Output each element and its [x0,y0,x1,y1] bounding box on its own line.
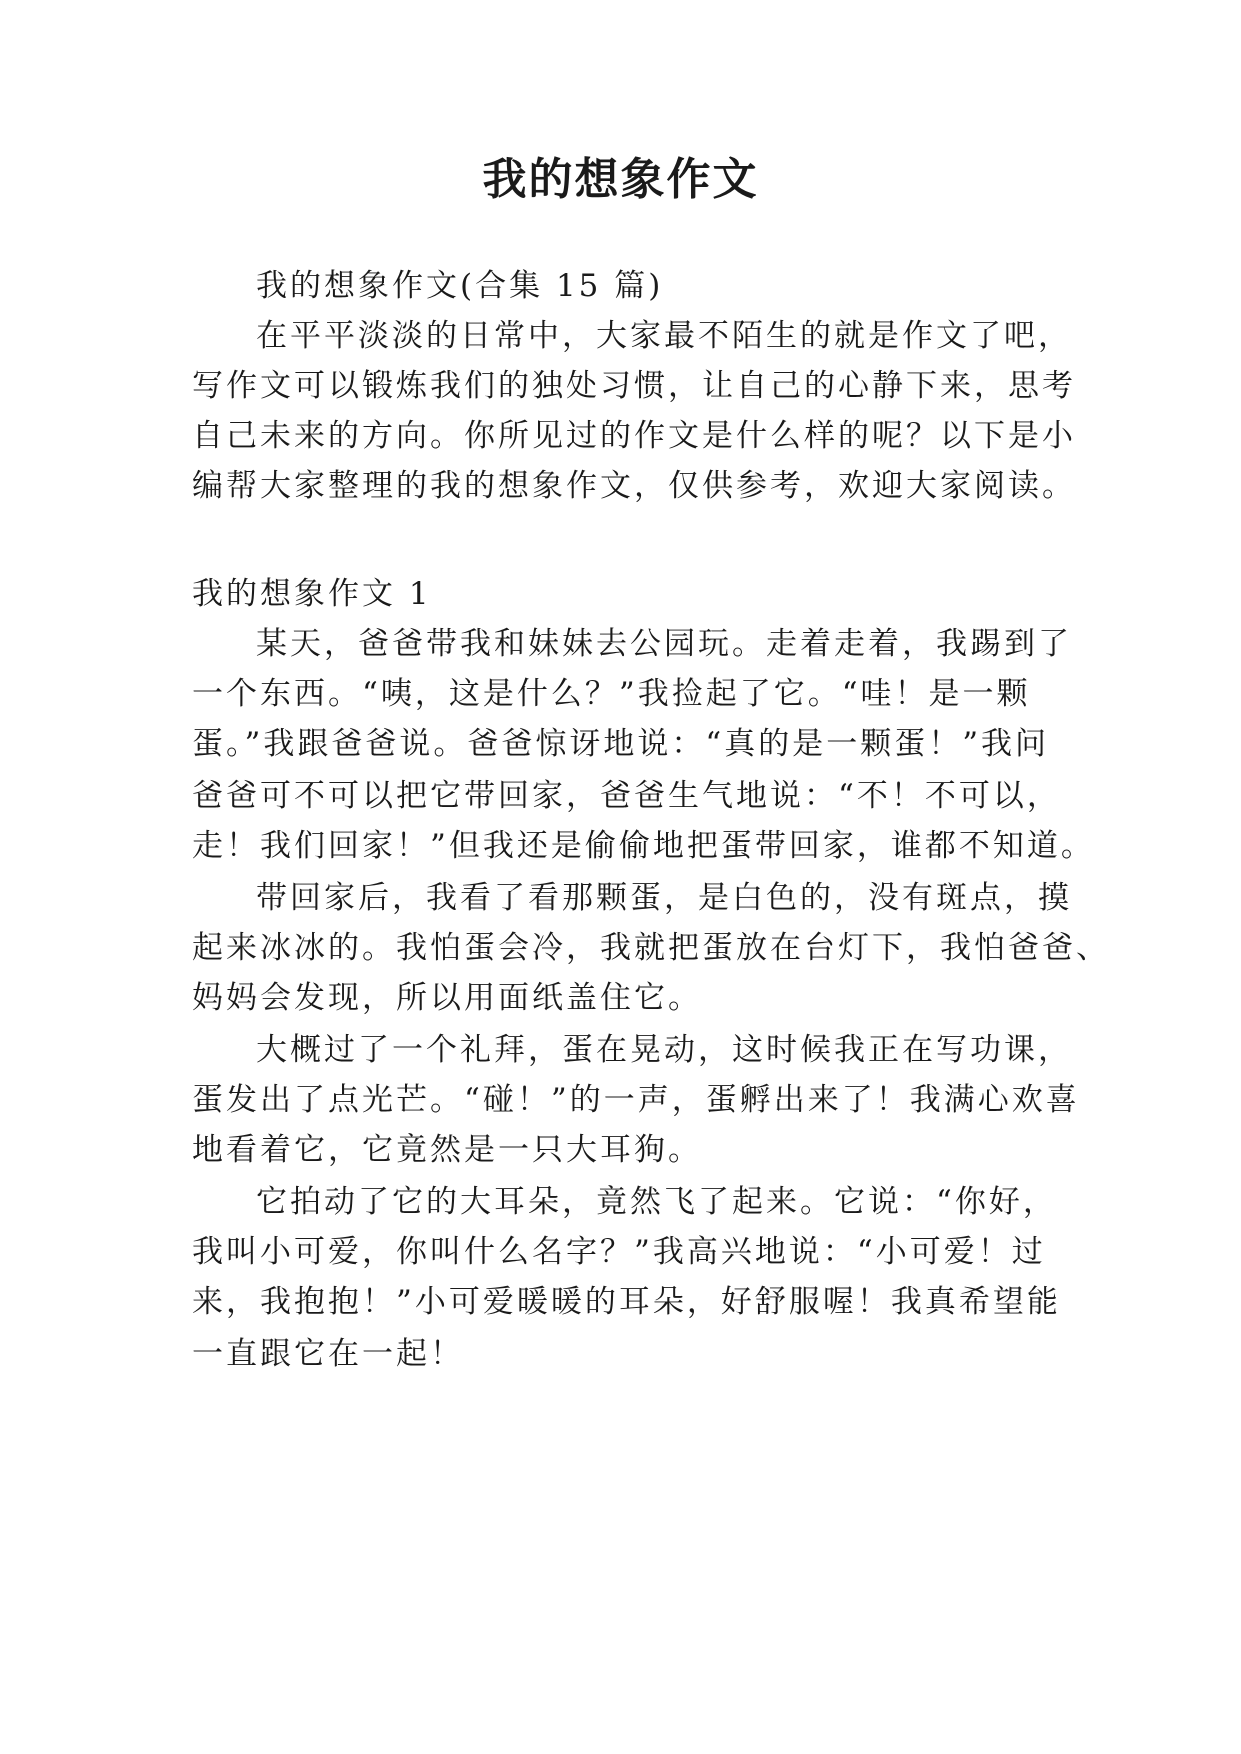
paragraph-line: 爸爸可不可以把它带回家，爸爸生气地说：“不！不可以， [192,778,1061,814]
paragraph-line: 一直跟它在一起！ [192,1336,464,1372]
paragraph-line: 起来冰冰的。我怕蛋会冷，我就把蛋放在台灯下，我怕爸爸、 [192,930,1110,966]
document-title: 我的想象作文 [482,154,759,205]
paragraph-line: 来，我抱抱！”小可爱暖暖的耳朵，好舒服喔！我真希望能 [192,1284,1061,1320]
document-subtitle: 我的想象作文(合集 15 篇) [256,268,664,304]
paragraph-line: 它拍动了它的大耳朵，竟然飞了起来。它说：“你好， [256,1184,1057,1220]
intro-line: 自己未来的方向。你所见过的作文是什么样的呢？以下是小 [192,418,1076,454]
paragraph-line: 大概过了一个礼拜，蛋在晃动，这时候我正在写功课， [256,1032,1072,1068]
intro-line: 编帮大家整理的我的想象作文，仅供参考，欢迎大家阅读。 [192,468,1076,504]
paragraph-line: 走！我们回家！”但我还是偷偷地把蛋带回家，谁都不知道。 [192,828,1095,864]
paragraph-line: 地看着它，它竟然是一只大耳狗。 [192,1132,702,1168]
intro-line: 写作文可以锻炼我们的独处习惯，让自己的心静下来，思考 [192,368,1076,404]
paragraph-line: 带回家后，我看了看那颗蛋，是白色的，没有斑点，摸 [256,880,1072,916]
paragraph-line: 某天，爸爸带我和妹妹去公园玩。走着走着，我踢到了 [256,626,1072,662]
paragraph-line: 一个东西。“咦，这是什么？”我捡起了它。“哇！是一颗 [192,676,1031,712]
paragraph-line: 妈妈会发现，所以用面纸盖住它。 [192,980,702,1016]
intro-line: 在平平淡淡的日常中，大家最不陌生的就是作文了吧， [256,318,1072,354]
section-heading: 我的想象作文 1 [192,576,432,612]
paragraph-line: 我叫小可爱，你叫什么名字？”我高兴地说：“小可爱！过 [192,1234,1046,1270]
paragraph-line: 蛋。”我跟爸爸说。爸爸惊讶地说：“真的是一颗蛋！”我问 [192,726,1050,762]
paragraph-line: 蛋发出了点光芒。“碰！”的一声，蛋孵出来了！我满心欢喜 [192,1082,1080,1118]
